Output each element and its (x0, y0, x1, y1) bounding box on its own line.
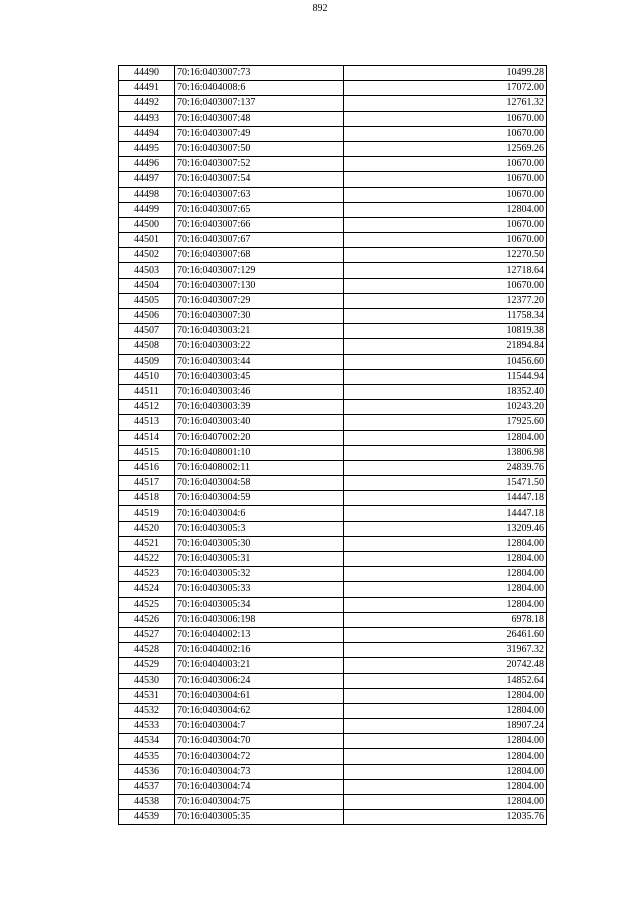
cadastral-number-cell: 70:16:0403007:48 (175, 111, 344, 126)
cadastral-number-cell: 70:16:0403004:6 (175, 506, 344, 521)
value-cell: 18907.24 (344, 719, 547, 734)
value-cell: 14447.18 (344, 491, 547, 506)
page-number: 892 (312, 3, 328, 14)
row-number-cell: 44490 (119, 66, 175, 81)
cadastral-number-cell: 70:16:0403006:198 (175, 612, 344, 627)
row-number-cell: 44526 (119, 612, 175, 627)
cadastral-number-cell: 70:16:0403004:7 (175, 719, 344, 734)
cadastral-number-cell: 70:16:0403005:3 (175, 521, 344, 536)
table-row (119, 309, 547, 324)
value-cell: 18352.40 (344, 384, 547, 399)
table-row (119, 278, 547, 293)
table-row (119, 582, 547, 597)
value-cell: 10670.00 (344, 217, 547, 232)
row-number-cell: 44491 (119, 81, 175, 96)
table-row (119, 354, 547, 369)
table-row (119, 521, 547, 536)
table-row (119, 430, 547, 445)
value-cell: 17925.60 (344, 415, 547, 430)
value-cell: 10670.00 (344, 157, 547, 172)
table-row (119, 263, 547, 278)
value-cell: 11758.34 (344, 309, 547, 324)
row-number-cell: 44536 (119, 764, 175, 779)
cadastral-number-cell: 70:16:0403007:65 (175, 202, 344, 217)
row-number-cell: 44521 (119, 536, 175, 551)
cadastral-number-cell: 70:16:0403003:45 (175, 369, 344, 384)
value-cell: 10819.38 (344, 324, 547, 339)
row-number-cell: 44507 (119, 324, 175, 339)
table-row (119, 400, 547, 415)
cadastral-number-cell: 70:16:0403007:67 (175, 233, 344, 248)
row-number-cell: 44498 (119, 187, 175, 202)
table-row (119, 552, 547, 567)
cadastral-number-cell: 70:16:0403003:39 (175, 400, 344, 415)
value-cell: 12804.00 (344, 430, 547, 445)
table-row (119, 597, 547, 612)
table-row (119, 66, 547, 81)
value-cell: 13209.46 (344, 521, 547, 536)
row-number-cell: 44532 (119, 703, 175, 718)
row-number-cell: 44505 (119, 293, 175, 308)
cadastral-number-cell: 70:16:0403003:46 (175, 384, 344, 399)
table-row (119, 476, 547, 491)
value-cell: 12804.00 (344, 688, 547, 703)
table-row (119, 202, 547, 217)
cadastral-number-cell: 70:16:0407002:20 (175, 430, 344, 445)
value-cell: 11544.94 (344, 369, 547, 384)
row-number-cell: 44503 (119, 263, 175, 278)
row-number-cell: 44535 (119, 749, 175, 764)
value-cell: 12377.20 (344, 293, 547, 308)
row-number-cell: 44538 (119, 795, 175, 810)
table-row (119, 460, 547, 475)
cadastral-number-cell: 70:16:0403005:32 (175, 567, 344, 582)
row-number-cell: 44517 (119, 476, 175, 491)
cadastral-number-cell: 70:16:0403007:137 (175, 96, 344, 111)
row-number-cell: 44512 (119, 400, 175, 415)
value-cell: 12804.00 (344, 582, 547, 597)
table-row (119, 506, 547, 521)
table-row (119, 96, 547, 111)
cadastral-number-cell: 70:16:0403004:73 (175, 764, 344, 779)
cadastral-number-cell: 70:16:0403005:31 (175, 552, 344, 567)
table-row (119, 233, 547, 248)
value-cell: 6978.18 (344, 612, 547, 627)
value-cell: 17072.00 (344, 81, 547, 96)
cadastral-number-cell: 70:16:0403004:75 (175, 795, 344, 810)
row-number-cell: 44515 (119, 445, 175, 460)
cadastral-number-cell: 70:16:0408001:10 (175, 445, 344, 460)
row-number-cell: 44534 (119, 734, 175, 749)
table-row (119, 703, 547, 718)
row-number-cell: 44508 (119, 339, 175, 354)
cadastral-number-cell: 70:16:0403007:66 (175, 217, 344, 232)
cadastral-number-cell: 70:16:0403003:44 (175, 354, 344, 369)
cadastral-number-cell: 70:16:0403003:21 (175, 324, 344, 339)
row-number-cell: 44494 (119, 126, 175, 141)
row-number-cell: 44528 (119, 643, 175, 658)
row-number-cell: 44533 (119, 719, 175, 734)
row-number-cell: 44510 (119, 369, 175, 384)
table-row (119, 415, 547, 430)
value-cell: 10670.00 (344, 111, 547, 126)
table-row (119, 491, 547, 506)
value-cell: 12804.00 (344, 567, 547, 582)
row-number-cell: 44519 (119, 506, 175, 521)
cadastral-number-cell: 70:16:0403007:54 (175, 172, 344, 187)
table-row (119, 673, 547, 688)
row-number-cell: 44524 (119, 582, 175, 597)
value-cell: 13806.98 (344, 445, 547, 460)
table-row (119, 627, 547, 642)
table-row (119, 749, 547, 764)
cadastral-number-cell: 70:16:0403007:49 (175, 126, 344, 141)
row-number-cell: 44518 (119, 491, 175, 506)
table-row (119, 734, 547, 749)
cadastral-number-cell: 70:16:0403007:30 (175, 309, 344, 324)
cadastral-number-cell: 70:16:0403004:72 (175, 749, 344, 764)
cadastral-number-cell: 70:16:0403007:52 (175, 157, 344, 172)
table-row (119, 172, 547, 187)
row-number-cell: 44501 (119, 233, 175, 248)
row-number-cell: 44511 (119, 384, 175, 399)
row-number-cell: 44493 (119, 111, 175, 126)
table-row (119, 157, 547, 172)
cadastral-number-cell: 70:16:0403004:59 (175, 491, 344, 506)
cadastral-number-cell: 70:16:0404002:16 (175, 643, 344, 658)
value-cell: 12804.00 (344, 536, 547, 551)
table-row (119, 384, 547, 399)
table-row (119, 536, 547, 551)
row-number-cell: 44530 (119, 673, 175, 688)
table-row (119, 658, 547, 673)
cadastral-number-cell: 70:16:0403004:62 (175, 703, 344, 718)
row-number-cell: 44492 (119, 96, 175, 111)
table-row (119, 293, 547, 308)
cadastral-number-cell: 70:16:0403004:74 (175, 779, 344, 794)
row-number-cell: 44506 (119, 309, 175, 324)
cadastral-number-cell: 70:16:0404002:13 (175, 627, 344, 642)
value-cell: 10670.00 (344, 172, 547, 187)
value-cell: 10670.00 (344, 126, 547, 141)
value-cell: 14852.64 (344, 673, 547, 688)
table-row (119, 141, 547, 156)
table-row (119, 764, 547, 779)
cadastral-number-cell: 70:16:0403004:70 (175, 734, 344, 749)
registry-table (118, 65, 547, 825)
row-number-cell: 44500 (119, 217, 175, 232)
cadastral-number-cell: 70:16:0403005:30 (175, 536, 344, 551)
registry-table-body (119, 66, 547, 825)
value-cell: 12804.00 (344, 597, 547, 612)
table-row (119, 567, 547, 582)
value-cell: 12270.50 (344, 248, 547, 263)
row-number-cell: 44495 (119, 141, 175, 156)
row-number-cell: 44509 (119, 354, 175, 369)
value-cell: 12804.00 (344, 779, 547, 794)
table-row (119, 779, 547, 794)
table-row (119, 810, 547, 825)
row-number-cell: 44513 (119, 415, 175, 430)
cadastral-number-cell: 70:16:0403007:50 (175, 141, 344, 156)
row-number-cell: 44529 (119, 658, 175, 673)
cadastral-number-cell: 70:16:0403007:63 (175, 187, 344, 202)
value-cell: 31967.32 (344, 643, 547, 658)
table-row (119, 81, 547, 96)
cadastral-number-cell: 70:16:0403007:29 (175, 293, 344, 308)
cadastral-number-cell: 70:16:0404008:6 (175, 81, 344, 96)
table-row (119, 126, 547, 141)
value-cell: 12569.26 (344, 141, 547, 156)
table-row (119, 445, 547, 460)
value-cell: 20742.48 (344, 658, 547, 673)
table-row (119, 324, 547, 339)
row-number-cell: 44539 (119, 810, 175, 825)
table-row (119, 339, 547, 354)
table-row (119, 719, 547, 734)
value-cell: 10456.60 (344, 354, 547, 369)
table-row (119, 795, 547, 810)
value-cell: 12761.32 (344, 96, 547, 111)
value-cell: 12035.76 (344, 810, 547, 825)
row-number-cell: 44523 (119, 567, 175, 582)
value-cell: 12804.00 (344, 734, 547, 749)
row-number-cell: 44531 (119, 688, 175, 703)
cadastral-number-cell: 70:16:0403003:40 (175, 415, 344, 430)
cadastral-number-cell: 70:16:0403005:35 (175, 810, 344, 825)
row-number-cell: 44516 (119, 460, 175, 475)
cadastral-number-cell: 70:16:0408002:11 (175, 460, 344, 475)
row-number-cell: 44520 (119, 521, 175, 536)
value-cell: 24839.76 (344, 460, 547, 475)
row-number-cell: 44525 (119, 597, 175, 612)
table-row (119, 688, 547, 703)
row-number-cell: 44514 (119, 430, 175, 445)
value-cell: 12804.00 (344, 703, 547, 718)
table-row (119, 217, 547, 232)
value-cell: 12804.00 (344, 764, 547, 779)
row-number-cell: 44499 (119, 202, 175, 217)
cadastral-number-cell: 70:16:0404003:21 (175, 658, 344, 673)
table-row (119, 248, 547, 263)
cadastral-number-cell: 70:16:0403004:61 (175, 688, 344, 703)
row-number-cell: 44537 (119, 779, 175, 794)
value-cell: 10499.28 (344, 66, 547, 81)
value-cell: 15471.50 (344, 476, 547, 491)
value-cell: 12804.00 (344, 552, 547, 567)
table-row (119, 369, 547, 384)
row-number-cell: 44496 (119, 157, 175, 172)
cadastral-number-cell: 70:16:0403005:33 (175, 582, 344, 597)
cadastral-number-cell: 70:16:0403007:129 (175, 263, 344, 278)
cadastral-number-cell: 70:16:0403004:58 (175, 476, 344, 491)
table-row (119, 111, 547, 126)
value-cell: 10670.00 (344, 233, 547, 248)
table-row (119, 643, 547, 658)
cadastral-number-cell: 70:16:0403007:130 (175, 278, 344, 293)
value-cell: 12804.00 (344, 795, 547, 810)
row-number-cell: 44522 (119, 552, 175, 567)
row-number-cell: 44527 (119, 627, 175, 642)
cadastral-number-cell: 70:16:0403005:34 (175, 597, 344, 612)
cadastral-number-cell: 70:16:0403006:24 (175, 673, 344, 688)
cadastral-number-cell: 70:16:0403007:73 (175, 66, 344, 81)
row-number-cell: 44504 (119, 278, 175, 293)
value-cell: 12718.64 (344, 263, 547, 278)
value-cell: 10243.20 (344, 400, 547, 415)
value-cell: 14447.18 (344, 506, 547, 521)
value-cell: 10670.00 (344, 187, 547, 202)
value-cell: 12804.00 (344, 749, 547, 764)
cadastral-number-cell: 70:16:0403007:68 (175, 248, 344, 263)
value-cell: 10670.00 (344, 278, 547, 293)
row-number-cell: 44502 (119, 248, 175, 263)
value-cell: 21894.84 (344, 339, 547, 354)
row-number-cell: 44497 (119, 172, 175, 187)
value-cell: 12804.00 (344, 202, 547, 217)
table-row (119, 612, 547, 627)
value-cell: 26461.60 (344, 627, 547, 642)
cadastral-number-cell: 70:16:0403003:22 (175, 339, 344, 354)
table-row (119, 187, 547, 202)
